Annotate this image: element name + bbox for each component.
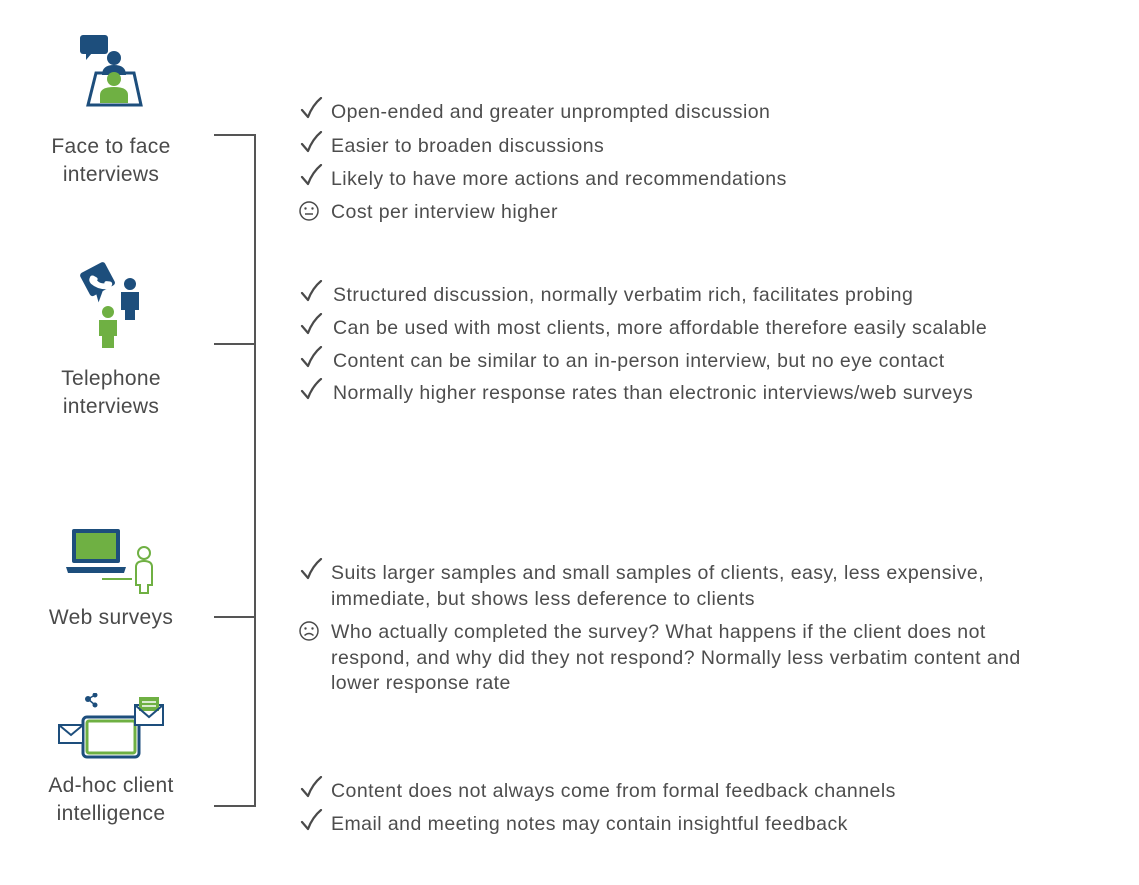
- label-line: Face to face: [51, 135, 171, 158]
- point-text: Easier to broaden discussions: [331, 135, 605, 157]
- point-text: [331, 620, 1021, 697]
- label-line: intelligence: [56, 802, 166, 825]
- method-label-telephone: [11, 365, 211, 421]
- check-icon: [299, 164, 323, 188]
- method-label-ad-hoc: [11, 772, 211, 828]
- point-text: Can be used with most clients, more affordable therefore easily scalable: [333, 317, 988, 339]
- point-line: immediate, but shows less deference to clients: [331, 587, 755, 610]
- check-icon: [299, 97, 323, 121]
- sad-face-icon: [298, 620, 322, 644]
- check-icon: [299, 313, 323, 337]
- point-line: Suits larger samples and small samples of clients, easy, less expensive,: [331, 562, 985, 584]
- method-label-face-to-face: [11, 133, 211, 189]
- point-line: respond, and why did they not respond? Normally less verbatim content and: [331, 646, 1021, 669]
- bracket-tick-face: [214, 134, 256, 136]
- check-icon: [299, 776, 323, 800]
- check-icon: [299, 558, 323, 582]
- point-text: Likely to have more actions and recommendations: [331, 168, 787, 190]
- label-line: interviews: [62, 163, 160, 186]
- label-line: Telephone: [61, 367, 161, 390]
- check-icon: [299, 346, 323, 370]
- neutral-face-icon: [298, 200, 322, 224]
- check-icon: [299, 378, 323, 402]
- check-icon: [299, 809, 323, 833]
- check-icon: [299, 280, 323, 304]
- point-text: Normally higher response rates than electronic interviews/web surveys: [333, 382, 974, 404]
- point-text: [331, 561, 984, 612]
- ad-hoc-intelligence-icon: [57, 693, 165, 763]
- method-label-web-surveys: [11, 604, 211, 632]
- point-text: Structured discussion, normally verbatim rich, facilitates probing: [333, 284, 914, 306]
- point-text: Cost per interview higher: [331, 201, 558, 223]
- web-survey-icon: [66, 527, 160, 597]
- point-text: Content does not always come from formal feedback channels: [331, 780, 896, 802]
- bracket-tick-web: [214, 616, 256, 618]
- face-to-face-interview-icon: [78, 33, 144, 107]
- check-icon: [299, 131, 323, 155]
- point-text: Content can be similar to an in-person interview, but no eye contact: [333, 350, 945, 372]
- bracket-connector: [254, 134, 256, 807]
- point-text: Email and meeting notes may contain insightful feedback: [331, 813, 848, 835]
- point-text: Open-ended and greater unprompted discussion: [331, 101, 771, 123]
- point-line: lower response rate: [331, 672, 511, 694]
- label-line: interviews: [62, 395, 160, 418]
- bracket-tick-adhoc: [214, 805, 256, 807]
- point-line: Who actually completed the survey? What happens if the client does not: [331, 621, 986, 643]
- label-line: Ad-hoc client: [48, 774, 174, 797]
- telephone-interview-icon: [80, 262, 146, 352]
- bracket-tick-telephone: [214, 343, 256, 345]
- label-line: Web surveys: [48, 606, 174, 629]
